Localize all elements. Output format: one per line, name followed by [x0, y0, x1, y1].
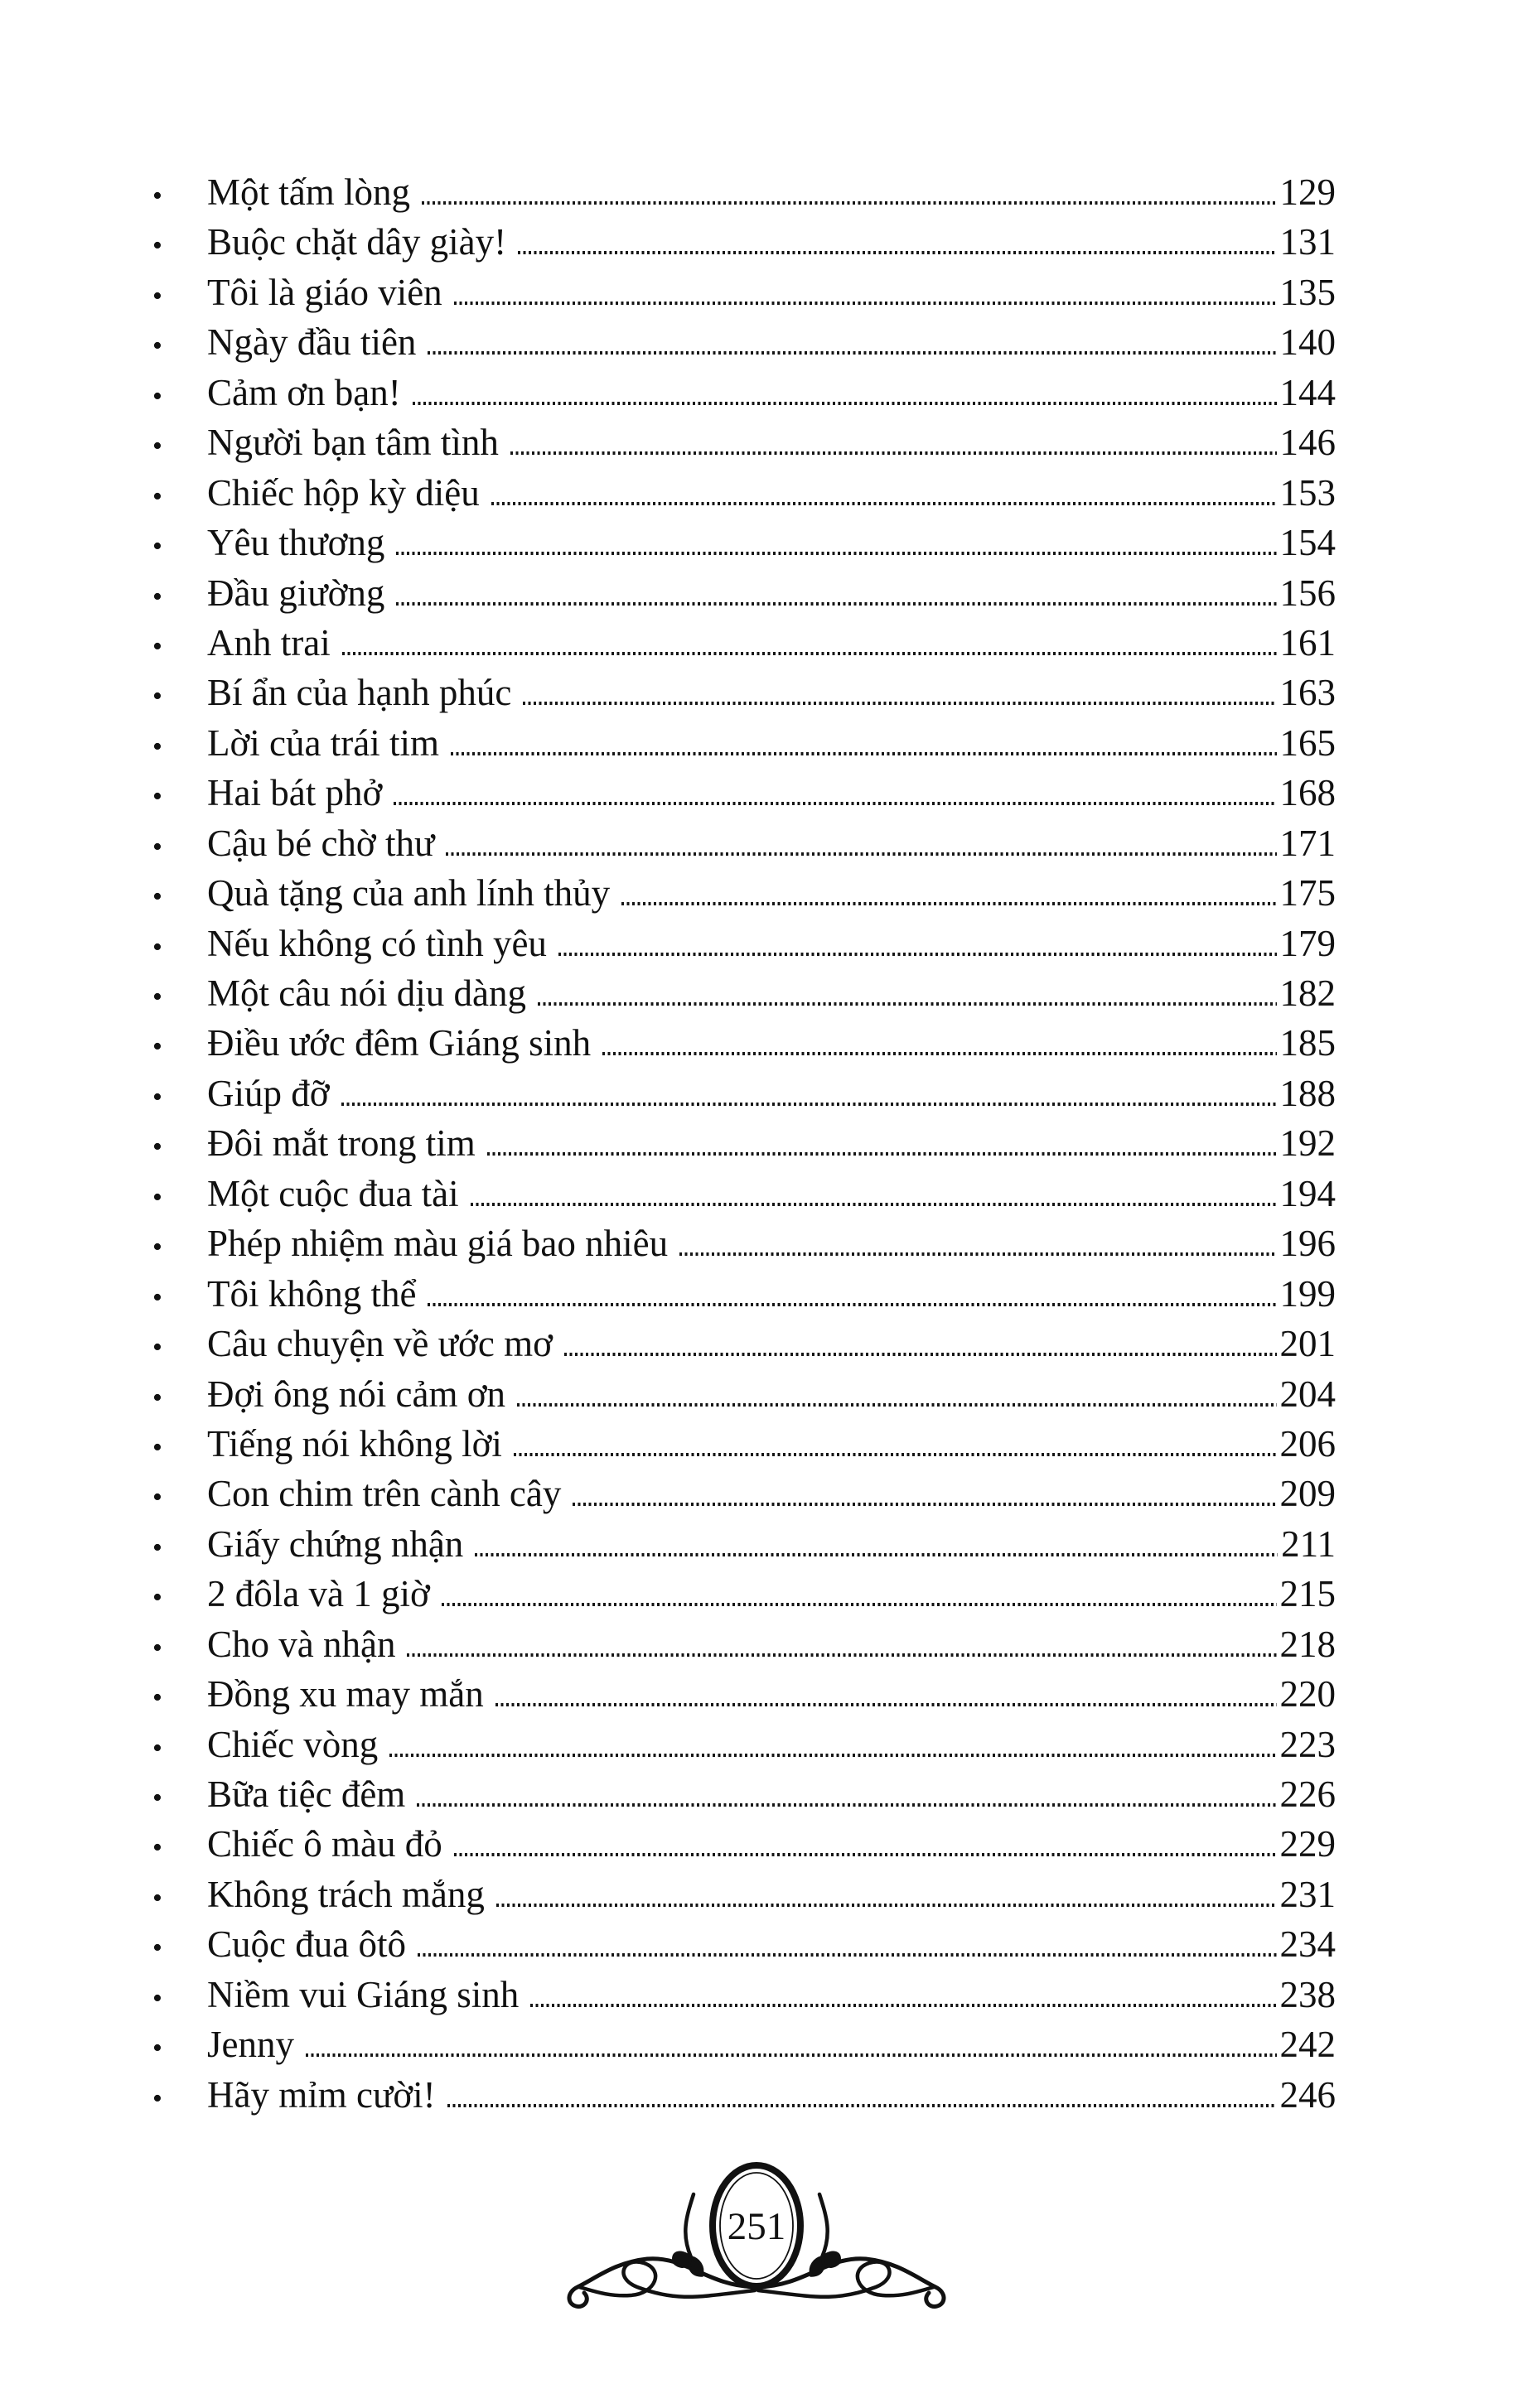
toc-entry: [147, 1069, 1336, 1118]
toc-entry: [147, 968, 1336, 1018]
toc-entry: [147, 1369, 1336, 1419]
toc-entry-title: Không trách mắng: [207, 1873, 485, 1915]
toc-entry-title: Một tấm lòng: [207, 171, 410, 213]
toc-entry-page-number: 168: [1279, 772, 1336, 814]
toc-entry-title: Quà tặng của anh lính thủy: [207, 872, 611, 914]
bullet-icon: •: [152, 1281, 162, 1313]
toc-entry-title: Bí ẩn của hạnh phúc: [207, 672, 512, 714]
toc-entry: [147, 668, 1336, 717]
toc-entry-page-number: 229: [1279, 1823, 1336, 1865]
toc-entry-title: Buộc chặt dây giày!: [207, 221, 507, 263]
dotted-leader: [523, 702, 1276, 705]
toc-entry-title: Cậu bé chờ thư: [207, 822, 435, 864]
dotted-leader: [573, 1503, 1276, 1506]
dotted-leader: [394, 802, 1276, 805]
dotted-leader: [447, 2104, 1277, 2107]
ornament-graphic: [541, 2125, 972, 2365]
bullet-icon: •: [152, 480, 162, 512]
toc-entry: [147, 718, 1336, 768]
bullet-icon: •: [152, 1832, 162, 1864]
bullet-icon: •: [152, 531, 162, 562]
toc-entry-page-number: 204: [1279, 1373, 1336, 1415]
toc-entry-page-number: 194: [1279, 1172, 1336, 1214]
toc-entry: [147, 1720, 1336, 1769]
toc-entry: [147, 1269, 1336, 1319]
toc-entry-page-number: 156: [1279, 572, 1336, 614]
toc-entry-page-number: 223: [1279, 1723, 1336, 1765]
toc-entry: [147, 2070, 1336, 2120]
bullet-icon: •: [152, 1181, 162, 1213]
toc-entry-page-number: 238: [1279, 1973, 1336, 2015]
toc-entry-title: Niềm vui Giáng sinh: [207, 1973, 520, 2015]
toc-entry-page-number: 196: [1279, 1223, 1336, 1265]
toc-entry-title: Người bạn tâm tình: [207, 422, 499, 464]
dotted-leader: [487, 1152, 1277, 1156]
toc-entry-page-number: 175: [1279, 872, 1336, 914]
toc-entry-page-number: 140: [1279, 321, 1336, 364]
bullet-icon: •: [152, 431, 162, 462]
toc-entry: [147, 317, 1336, 367]
toc-entry-page-number: 199: [1279, 1272, 1336, 1315]
bullet-icon: •: [152, 181, 162, 211]
toc-entry: [147, 518, 1336, 567]
bullet-icon: •: [152, 331, 162, 362]
dotted-leader: [428, 1303, 1276, 1306]
dotted-leader: [422, 201, 1277, 205]
toc-entry-title: Giúp đỡ: [207, 1072, 330, 1114]
toc-entry-title: Phép nhiệm màu giá bao nhiêu: [207, 1223, 669, 1265]
dotted-leader: [306, 2053, 1277, 2057]
toc-entry-page-number: 209: [1279, 1473, 1336, 1515]
toc-entry-page-number: 179: [1279, 922, 1336, 964]
bullet-icon: •: [152, 280, 162, 311]
toc-entry-title: Đợi ông nói cảm ơn: [207, 1373, 506, 1415]
toc-entry-title: 2 đôla và 1 giờ: [207, 1573, 430, 1615]
toc-entry-title: Jenny: [207, 2024, 294, 2066]
dotted-leader: [342, 652, 1277, 655]
footer-page-number: 251: [727, 2205, 786, 2248]
toc-entry-page-number: 234: [1279, 1923, 1336, 1966]
dotted-leader: [518, 251, 1276, 254]
toc-entry: [147, 618, 1336, 668]
toc-entry: [147, 2020, 1336, 2069]
dotted-leader: [417, 1803, 1276, 1807]
toc-entry-page-number: 185: [1279, 1022, 1336, 1064]
toc-entry-page-number: 165: [1279, 721, 1336, 764]
toc-entry-page-number: 153: [1279, 471, 1336, 514]
toc-entry-title: Nếu không có tình yêu: [207, 922, 547, 964]
toc-entry-page-number: 163: [1279, 672, 1336, 714]
dotted-leader: [564, 1353, 1277, 1356]
bullet-icon: •: [152, 630, 162, 662]
toc-entry: [147, 1519, 1336, 1569]
toc-entry-page-number: 146: [1279, 422, 1336, 464]
ornament-sprig-stem: [819, 2194, 828, 2257]
dotted-leader: [496, 1904, 1277, 1907]
toc-entry: [147, 217, 1336, 267]
bullet-icon: •: [152, 931, 162, 963]
toc-entry: [147, 1469, 1336, 1518]
toc-entry-title: Đôi mắt trong tim: [207, 1122, 476, 1165]
toc-entry: [147, 1218, 1336, 1268]
dotted-leader: [428, 351, 1276, 355]
toc-entry: [147, 1569, 1336, 1619]
ornament-sprig-leaf: [810, 2257, 823, 2275]
toc-entry: [147, 1118, 1336, 1168]
toc-entry-title: Chiếc ô màu đỏ: [207, 1823, 442, 1865]
dotted-leader: [407, 1653, 1276, 1657]
bullet-icon: •: [152, 1682, 162, 1714]
toc-entry-title: Chiếc vòng: [207, 1723, 379, 1765]
bullet-icon: •: [152, 1532, 162, 1563]
dotted-leader: [514, 1453, 1277, 1456]
toc-entry-title: Ngày đầu tiên: [207, 321, 417, 364]
toc-entry-page-number: 215: [1279, 1573, 1336, 1615]
toc-entry-title: Tiếng nói không lời: [207, 1422, 502, 1465]
bullet-icon: •: [152, 1632, 162, 1663]
bullet-icon: •: [152, 831, 162, 862]
toc-entry-title: Tôi không thể: [207, 1272, 417, 1315]
toc-entry-title: Giấy chứng nhận: [207, 1522, 464, 1565]
toc-entry-title: Đầu giường: [207, 572, 385, 614]
toc-entry-page-number: 201: [1279, 1323, 1336, 1365]
bullet-icon: •: [152, 731, 162, 762]
toc-entry: [147, 268, 1336, 317]
dotted-leader: [454, 1853, 1277, 1856]
dotted-leader: [530, 2004, 1276, 2007]
bullet-icon: •: [152, 1933, 162, 1964]
dotted-leader: [538, 1002, 1277, 1006]
dotted-leader: [475, 1553, 1278, 1556]
bullet-icon: •: [152, 380, 162, 412]
toc-entry: [147, 1970, 1336, 2020]
bullet-icon: •: [152, 1582, 162, 1614]
bullet-icon: •: [152, 881, 162, 913]
toc-entry-title: Hãy mỉm cười!: [207, 2073, 436, 2116]
toc-entry: [147, 1419, 1336, 1469]
dotted-leader: [495, 1703, 1277, 1706]
toc-entry-page-number: 242: [1279, 2024, 1336, 2066]
bullet-icon: •: [152, 1982, 162, 2014]
toc-entry: [147, 417, 1336, 467]
toc-entry-page-number: 220: [1279, 1673, 1336, 1716]
toc-entry-page-number: 246: [1279, 2073, 1336, 2116]
toc-entry: [147, 818, 1336, 868]
toc-entry-title: Một cuộc đua tài: [207, 1172, 459, 1214]
dotted-leader: [602, 1052, 1276, 1055]
bullet-icon: •: [152, 230, 162, 262]
toc-entry-page-number: 144: [1279, 371, 1336, 413]
bullet-icon: •: [152, 1132, 162, 1163]
toc-entry: [147, 368, 1336, 417]
dotted-leader: [418, 1953, 1277, 1957]
toc-entry: [147, 1769, 1336, 1819]
bullet-icon: •: [152, 681, 162, 712]
bullet-icon: •: [152, 982, 162, 1012]
toc-entry-title: Tôi là giáo viên: [207, 271, 442, 313]
toc-entry-title: Cảm ơn bạn!: [207, 371, 401, 413]
toc-entry-title: Cho và nhận: [207, 1623, 396, 1665]
bullet-icon: •: [152, 2082, 162, 2114]
toc-entry: [147, 919, 1336, 968]
toc-entry: [147, 1669, 1336, 1719]
dotted-leader: [396, 602, 1276, 606]
toc-entry: [147, 1169, 1336, 1218]
toc-entry-page-number: 131: [1279, 221, 1336, 263]
bullet-icon: •: [152, 1482, 162, 1513]
toc-entry-page-number: 161: [1279, 621, 1336, 664]
bullet-icon: •: [152, 1382, 162, 1413]
toc-entry: [147, 1919, 1336, 1969]
toc-entry-page-number: 171: [1279, 822, 1336, 864]
toc-entry-title: Điều ước đêm Giáng sinh: [207, 1022, 592, 1064]
dotted-leader: [341, 1103, 1277, 1106]
toc-entry: [147, 167, 1336, 217]
toc-entry-page-number: 188: [1279, 1072, 1336, 1114]
dotted-leader: [454, 302, 1277, 305]
toc-entry-page-number: 231: [1279, 1873, 1336, 1915]
bullet-icon: •: [152, 1783, 162, 1813]
toc-entry-page-number: 129: [1279, 171, 1336, 213]
dotted-leader: [510, 451, 1277, 455]
dotted-leader: [558, 953, 1277, 956]
toc-entry: [147, 1018, 1336, 1068]
dotted-leader: [413, 402, 1277, 405]
page-number-ornament: [541, 2125, 972, 2365]
toc-entry-page-number: 192: [1279, 1122, 1336, 1165]
bullet-icon: •: [152, 1732, 162, 1764]
toc-entry: [147, 1870, 1336, 1919]
bullet-icon: •: [152, 1232, 162, 1263]
bullet-icon: •: [152, 581, 162, 612]
toc-entry-title: Con chim trên cành cây: [207, 1473, 562, 1515]
bullet-icon: •: [152, 1431, 162, 1463]
toc-entry-page-number: 135: [1279, 271, 1336, 313]
dotted-leader: [491, 502, 1277, 505]
bullet-icon: •: [152, 1882, 162, 1913]
bullet-icon: •: [152, 2033, 162, 2064]
toc-entry-title: Đồng xu may mắn: [207, 1673, 484, 1716]
bullet-icon: •: [152, 1031, 162, 1063]
toc-entry: [147, 868, 1336, 918]
toc-entry-title: Chiếc hộp kỳ diệu: [207, 471, 480, 514]
toc-entry-title: Cuộc đua ôtô: [207, 1923, 406, 1966]
toc-entry-title: Hai bát phở: [207, 772, 383, 814]
toc-entry-title: Lời của trái tim: [207, 721, 439, 764]
bullet-icon: •: [152, 781, 162, 813]
toc-entry: [147, 1819, 1336, 1869]
bullet-icon: •: [152, 1081, 162, 1112]
dotted-leader: [451, 752, 1277, 755]
dotted-leader: [389, 1754, 1276, 1757]
toc-entry-title: Một câu nói dịu dàng: [207, 972, 526, 1014]
toc-entry-title: Anh trai: [207, 621, 331, 664]
toc-entry: [147, 1319, 1336, 1368]
toc-entry-page-number: 226: [1279, 1773, 1336, 1815]
toc-entry-title: Câu chuyện về ước mơ: [207, 1323, 553, 1365]
dotted-leader: [396, 552, 1276, 555]
bullet-icon: •: [152, 1332, 162, 1363]
dotted-leader: [471, 1203, 1277, 1206]
toc-entry: [147, 768, 1336, 818]
toc-entry-page-number: 206: [1279, 1422, 1336, 1465]
toc-entry: [147, 568, 1336, 618]
toc-entry-page-number: 211: [1281, 1522, 1336, 1565]
toc-entry-page-number: 218: [1279, 1623, 1336, 1665]
toc-list: [147, 167, 1336, 2120]
dotted-leader: [621, 902, 1276, 905]
dotted-leader: [679, 1252, 1276, 1256]
toc-entry-title: Yêu thương: [207, 522, 385, 564]
dotted-leader: [442, 1603, 1277, 1606]
dotted-leader: [517, 1403, 1276, 1407]
toc-entry: [147, 468, 1336, 518]
toc-entry: [147, 1619, 1336, 1669]
toc-entry-page-number: 154: [1279, 522, 1336, 564]
dotted-leader: [446, 852, 1276, 856]
toc-entry-page-number: 182: [1279, 972, 1336, 1014]
toc-entry-title: Bữa tiệc đêm: [207, 1773, 406, 1815]
